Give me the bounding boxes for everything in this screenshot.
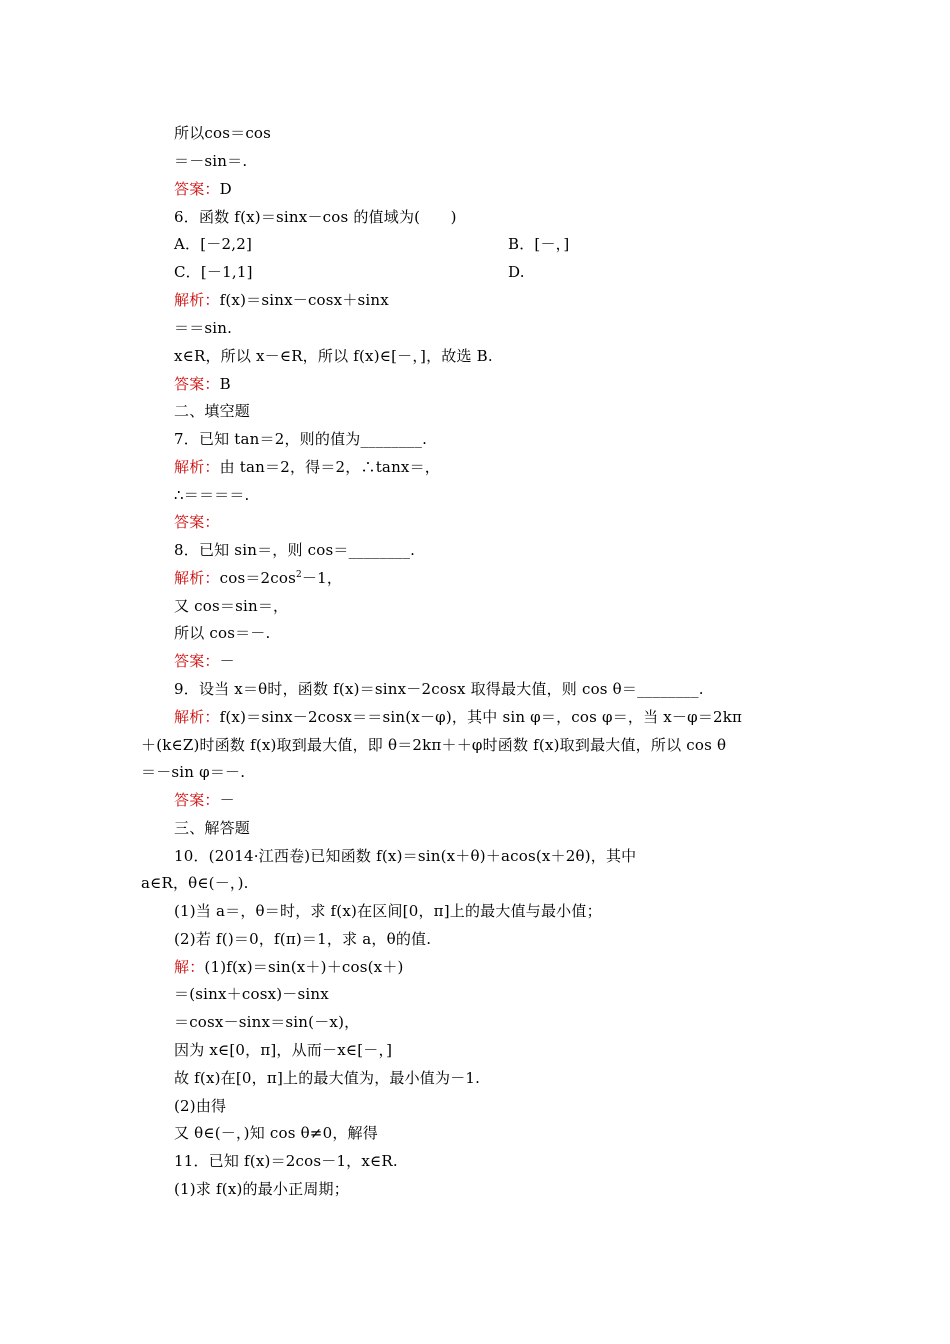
text-line: 又 θ∈(－，)知 cos θ≠0，解得: [174, 1124, 378, 1142]
solution-label: 解：: [174, 958, 205, 976]
analysis-label: 解析：: [174, 291, 220, 309]
option-a: A．[－2,2]: [174, 235, 252, 253]
text-line: 因为 x∈[0，π]，从而－x∈[－，]: [174, 1041, 393, 1059]
text-line: ＋(k∈Z)时函数 f(x)取到最大值，即 θ＝2kπ＋＋φ时函数 f(x)取到最大值，所以 cos θ: [141, 736, 727, 754]
answer-line: [174, 512, 220, 532]
answer-line: 答案：B: [174, 375, 231, 393]
text-line: 所以cos＝cos: [174, 124, 272, 142]
question-7: 7．已知 tan＝2，则的值为________.: [174, 430, 428, 448]
text-line: ＝(sinx＋cosx)－sinx: [174, 985, 329, 1003]
answer-line: 答案：－: [174, 791, 235, 809]
answer-line: 答案：D: [174, 180, 232, 198]
text-line: a∈R，θ∈(－，).: [141, 874, 249, 892]
answer-label: 答案：: [174, 375, 220, 393]
question-11: 11．已知 f(x)＝2cos－1，x∈R.: [174, 1152, 398, 1170]
text-line: 所以 cos＝－.: [174, 624, 271, 642]
option-d: D.: [508, 263, 525, 281]
question-10: 10．(2014·江西卷)已知函数 f(x)＝sin(x＋θ)＋acos(x＋2θ)，其中: [174, 847, 637, 865]
options-row-ab: [174, 234, 774, 254]
question-9: 9．设当 x＝θ时，函数 f(x)＝sinx－2cosx 取得最大值，则 cos θ＝________.: [174, 680, 704, 698]
analysis-line: 解析：由 tan＝2，得＝2，∴tanx＝，: [174, 458, 440, 476]
analysis-label: 解析：: [174, 708, 220, 726]
superscript: 2: [296, 570, 302, 580]
text-line: x∈R，所以 x－∈R，所以 f(x)∈[－，]，故选 B.: [174, 347, 493, 365]
answer-label: 答案：: [174, 652, 220, 670]
text-line: 又 cos＝sin＝，: [174, 597, 289, 615]
analysis-line: 解析：$\cos=2\cos^2-1$，: [174, 569, 343, 587]
question-6: 6．函数 f(x)＝sinx－cos 的值域为( ): [174, 208, 457, 226]
answer-label: 答案：: [174, 513, 220, 531]
text-line: (1)求 f(x)的最小正周期；: [174, 1180, 349, 1198]
text-line: ＝－sin φ＝－.: [141, 763, 246, 781]
text-line: ∴＝＝＝＝.: [174, 486, 250, 504]
analysis-label: 解析：: [174, 458, 220, 476]
analysis-line: 解析：f(x)＝sinx－cosx＋sinx: [174, 291, 389, 309]
analysis-label: 解析：: [174, 569, 220, 587]
text-line: ＝cosx－sinx＝sin(－x)，: [174, 1013, 360, 1031]
analysis-line: 解析：f(x)＝sinx－2cosx＝＝sin(x－φ)，其中 sin φ＝，cos φ＝，当 x－φ＝2kπ: [174, 708, 743, 726]
text-line: (2)由得: [174, 1097, 227, 1115]
solution-line: 解：(1)f(x)＝sin(x＋)＋cos(x＋): [174, 958, 404, 976]
text-line: (2)若 f()＝0，f(π)＝1，求 a，θ的值.: [174, 930, 432, 948]
answer-label: 答案：: [174, 791, 220, 809]
text-line: 故 f(x)在[0，π]上的最大值为，最小值为－1.: [174, 1069, 481, 1087]
section-heading: 三、解答题: [174, 819, 251, 837]
text-line: ＝＝sin.: [174, 319, 233, 337]
question-8: 8．已知 sin＝，则 cos＝________.: [174, 541, 416, 559]
section-heading: 二、填空题: [174, 402, 251, 420]
text-line: (1)当 a＝，θ＝时，求 f(x)在区间[0，π]上的最大值与最小值；: [174, 902, 602, 920]
answer-label: 答案：: [174, 180, 220, 198]
option-b: B．[－，]: [508, 235, 570, 253]
options-row-cd: [174, 262, 774, 282]
text-line: ＝－sin＝.: [174, 152, 248, 170]
answer-line: 答案：－: [174, 652, 235, 670]
option-c: C．[－1,1]: [174, 263, 253, 281]
